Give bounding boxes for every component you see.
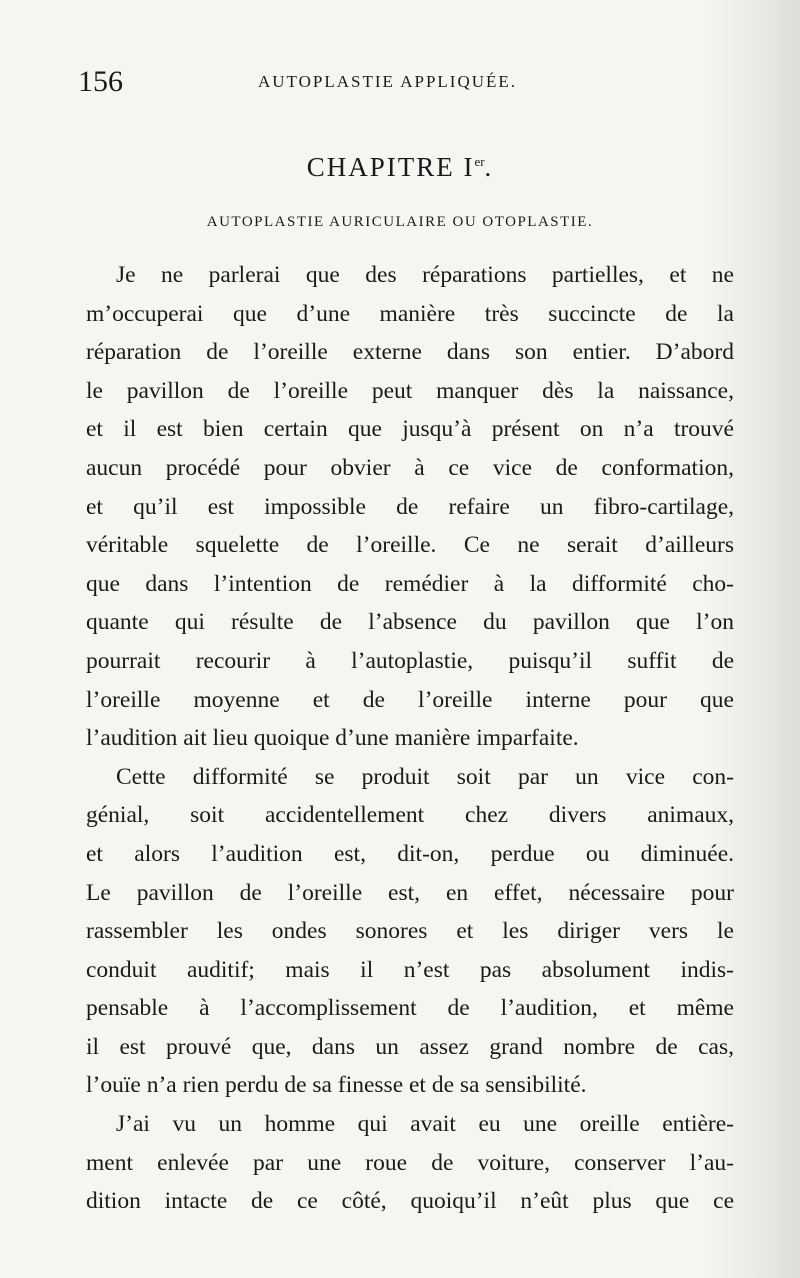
text-line: et qu’il est impossible de refaire un fibro-cartilage, <box>86 493 734 520</box>
text-line: rassembler les ondes sonores et les diriger vers le <box>86 918 734 945</box>
text-line: conduit auditif; mais il n’est pas absolument indis- <box>86 956 734 983</box>
text-line: Le pavillon de l’oreille est, en effet, nécessaire pour <box>86 879 734 906</box>
chapter-title <box>0 142 800 187</box>
text-line: génial, soit accidentellement chez divers animaux, <box>86 802 734 829</box>
running-title: AUTOPLASTIE APPLIQUÉE. <box>258 72 518 91</box>
text-line: et il est bien certain que jusqu’à présent on n’a trouvé <box>86 416 734 443</box>
chapter-title-period: . <box>484 152 494 182</box>
chapter-title-text: CHAPITRE I <box>306 152 475 182</box>
text-line: le pavillon de l’oreille peut manquer dès la naissance, <box>86 377 734 404</box>
text-line: et alors l’audition est, dit-on, perdue ou diminuée. <box>86 840 734 867</box>
text-line: l’oreille moyenne et de l’oreille interne pour que <box>86 686 734 713</box>
text-line: J’ai vu un homme qui avait eu une oreille entière- <box>116 1111 734 1138</box>
text-line: pourrait recourir à l’autoplastie, puisqu’il suffit de <box>86 647 734 674</box>
text-line: dition intacte de ce côté, quoiqu’il n’eût plus que ce <box>86 1188 734 1215</box>
running-head <box>78 64 718 104</box>
text-line: aucun procédé pour obvier à ce vice de conformation, <box>86 454 734 481</box>
text-line: ment enlevée par une roue de voiture, conserver l’au- <box>86 1149 734 1176</box>
text-line: m’occuperai que d’une manière très succincte de la <box>86 300 734 327</box>
page-number: 156 <box>78 65 123 98</box>
text-line: que dans l’intention de remédier à la difformité cho- <box>86 570 734 597</box>
chapter-title-superscript: er <box>474 154 485 169</box>
text-line: il est prouvé que, dans un assez grand nombre de cas, <box>86 1033 734 1060</box>
text-line: l’ouïe n’a rien perdu de sa finesse et de sa sensibilité. <box>86 1072 587 1099</box>
text-line: pensable à l’accomplissement de l’audition, et même <box>86 995 734 1022</box>
body-text <box>86 256 734 1221</box>
text-line: Je ne parlerai que des réparations partielles, et ne <box>116 262 734 288</box>
text-line: réparation de l’oreille externe dans son entier. D’abord <box>86 339 734 366</box>
chapter-subtitle: AUTOPLASTIE AURICULAIRE OU OTOPLASTIE. <box>206 214 594 230</box>
text-line: véritable squelette de l’oreille. Ce ne serait d’ailleurs <box>86 532 734 559</box>
text-line: Cette difformité se produit soit par un vice con- <box>116 763 734 790</box>
text-line: quante qui résulte de l’absence du pavillon que l’on <box>86 609 734 636</box>
text-line: l’audition ait lieu quoique d’une manière imparfaite. <box>86 725 579 752</box>
